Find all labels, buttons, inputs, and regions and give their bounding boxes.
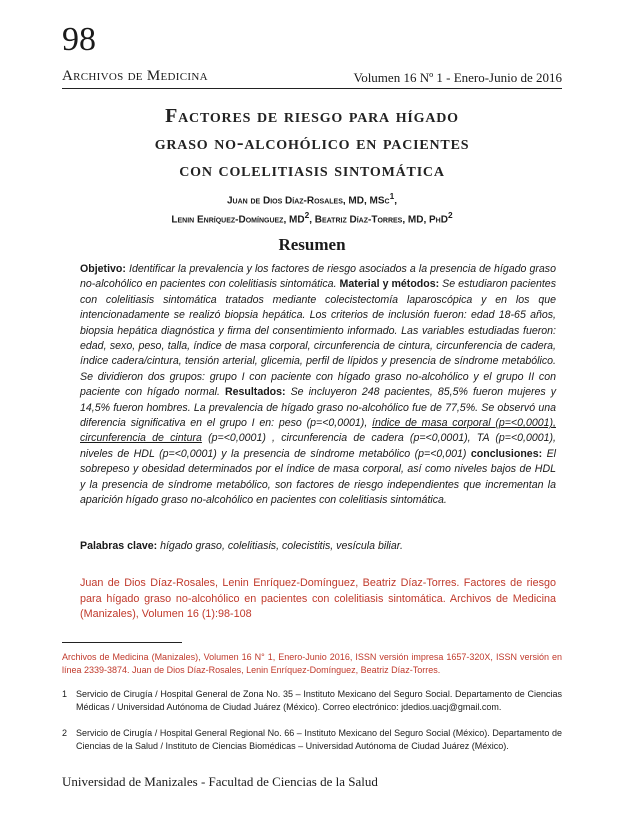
header-divider [62,88,562,89]
title-line: Factores de riesgo para hígado [165,105,459,127]
keywords [80,539,556,554]
abstract-body [80,262,556,509]
page-number: 98 [62,21,96,58]
results-text-continued: (p=<0,0001) , circunferencia de cadera (p=<0,0001), TA (p=<0,0001), niveles de HDL (p=<0,0001) y la presencia de síndrome metabólico (p=<0,001) [80,432,556,460]
journal-name: Archivos de Medicina [62,68,208,84]
keywords-label: Palabras clave: [80,540,158,552]
keywords-text: hígado graso, colelitiasis, colecistitis, vesícula biliar. [157,540,403,552]
footnote-divider [62,642,182,643]
affiliation-footnote [62,688,562,713]
issue-info: Volumen 16 Nº 1 - Enero-Junio de 2016 [353,70,562,85]
affiliation-footnote [62,727,562,752]
source-footnote: Archivos de Medicina (Manizales), Volumen 16 N° 1, Enero-Junio 2016, ISSN versión impresa 1657-320X, ISSN versión en línea 2339-3874. Juan de Dios Díaz-Rosales, Lenin Enríquez-Domínguez, Beatriz Díaz-Torres. [62,652,562,675]
underlined-text: índice de masa corporal (p=<0,0001), circunferencia de cintura [80,417,556,445]
results-label: Resultados: [224,386,286,399]
title-line: graso no-alcohólico en pacientes [154,132,470,154]
author-line-1 [62,189,562,208]
author-name: Lenin Enríquez-Domínguez, MD [171,214,305,226]
methods-label: Material y métodos: [339,278,440,291]
objective-label: Objetivo: [80,263,126,275]
affiliation-marker: 1 [389,191,395,201]
article-title [62,103,562,184]
methods-text: Se estudiaron pacientes con colelitiasis sintomática tratados mediante colecistectomía laparoscópica y en los que intencionadamente se realizó biopsia hepática. Los criterios de inclusión fueron: edad 18-65 años, biopsia hepática diagnóstica y firma del consentimiento informado. Las variables estudiadas fueron: edad, sexo, peso, talla, índice de masa corporal, circunferencia de cintura, circunferencia de cadera, índice cadera/cintura, tensión arterial, glicemia, perfil de lípidos y presencia de síndrome metabólico. Se dividieron dos grupos: grupo I con paciente con hígado graso no-alcohólico y el grupo II con paciente con hígado normal. [80,278,556,399]
citation-block: Juan de Dios Díaz-Rosales, Lenin Enríquez-Domínguez, Beatriz Díaz-Torres. Factores de riesgo para hígado graso no-alcohólico en pacientes con colelitiasis sintomática. Archivos de Medicina (Manizales), Volumen 16 (1):98-108 [80,577,556,620]
objective-text: Identificar la prevalencia y los factores de riesgo asociados a la presencia de hígado graso no-alcohólico en pacientes con colelitiasis sintomática. [80,263,556,291]
results-text: Se incluyeron 248 pacientes, 85,5% fueron mujeres y 14,5% fueron hombres. La prevalencia de hígado graso no-alcohólico fue de 77,5%. Se observó una diferencia significativa en el grupo I en: peso (p=<0,0001), [80,386,556,430]
author-name: Juan de Dios Díaz-Rosales, MD, MSc [226,195,390,207]
footnote-number: 1 [62,689,68,699]
conclusions-label: conclusiones: [470,447,543,460]
author-separator: , [394,195,398,207]
author-name: , Beatriz Díaz-Torres, MD, PhD [309,214,448,226]
abstract-heading: Resumen [278,235,346,254]
page-footer: Universidad de Manizales - Facultad de Ciencias de la Salud [62,774,378,789]
footnote-text: Servicio de Cirugía / Hospital General de Zona No. 35 – Instituto Mexicano del Seguro Social. Departamento de Ciencias Médicas / Universidad Autónoma de Ciudad Juárez (México). Correo electrónico: jdedios.uacj@gmail.com. [76,689,562,712]
footnote-text: Servicio de Cirugía / Hospital General Regional No. 66 – Instituto Mexicano del Seguro Social (México). Departamento de Ciencias de la Salud / Instituto de Ciencias Biomédicas – Universidad Autónoma de Ciudad Juárez (México). [76,728,562,751]
author-list [62,189,562,228]
affiliation-marker: 2 [304,210,310,221]
affiliation-marker: 2 [447,210,453,221]
title-line: con colelitiasis sintomática [179,159,445,181]
footnote-number: 2 [62,728,68,738]
conclusions-text: El sobrepeso y obesidad determinados por el índice de masa corporal, así como niveles bajos de HDL y la presencia de síndrome metabólico, son factores de riesgo independientes que incrementan la aparición hígado graso no-alcohólico en pacientes con colelitiasis sintomática. [80,447,556,507]
author-line-2 [62,208,562,227]
